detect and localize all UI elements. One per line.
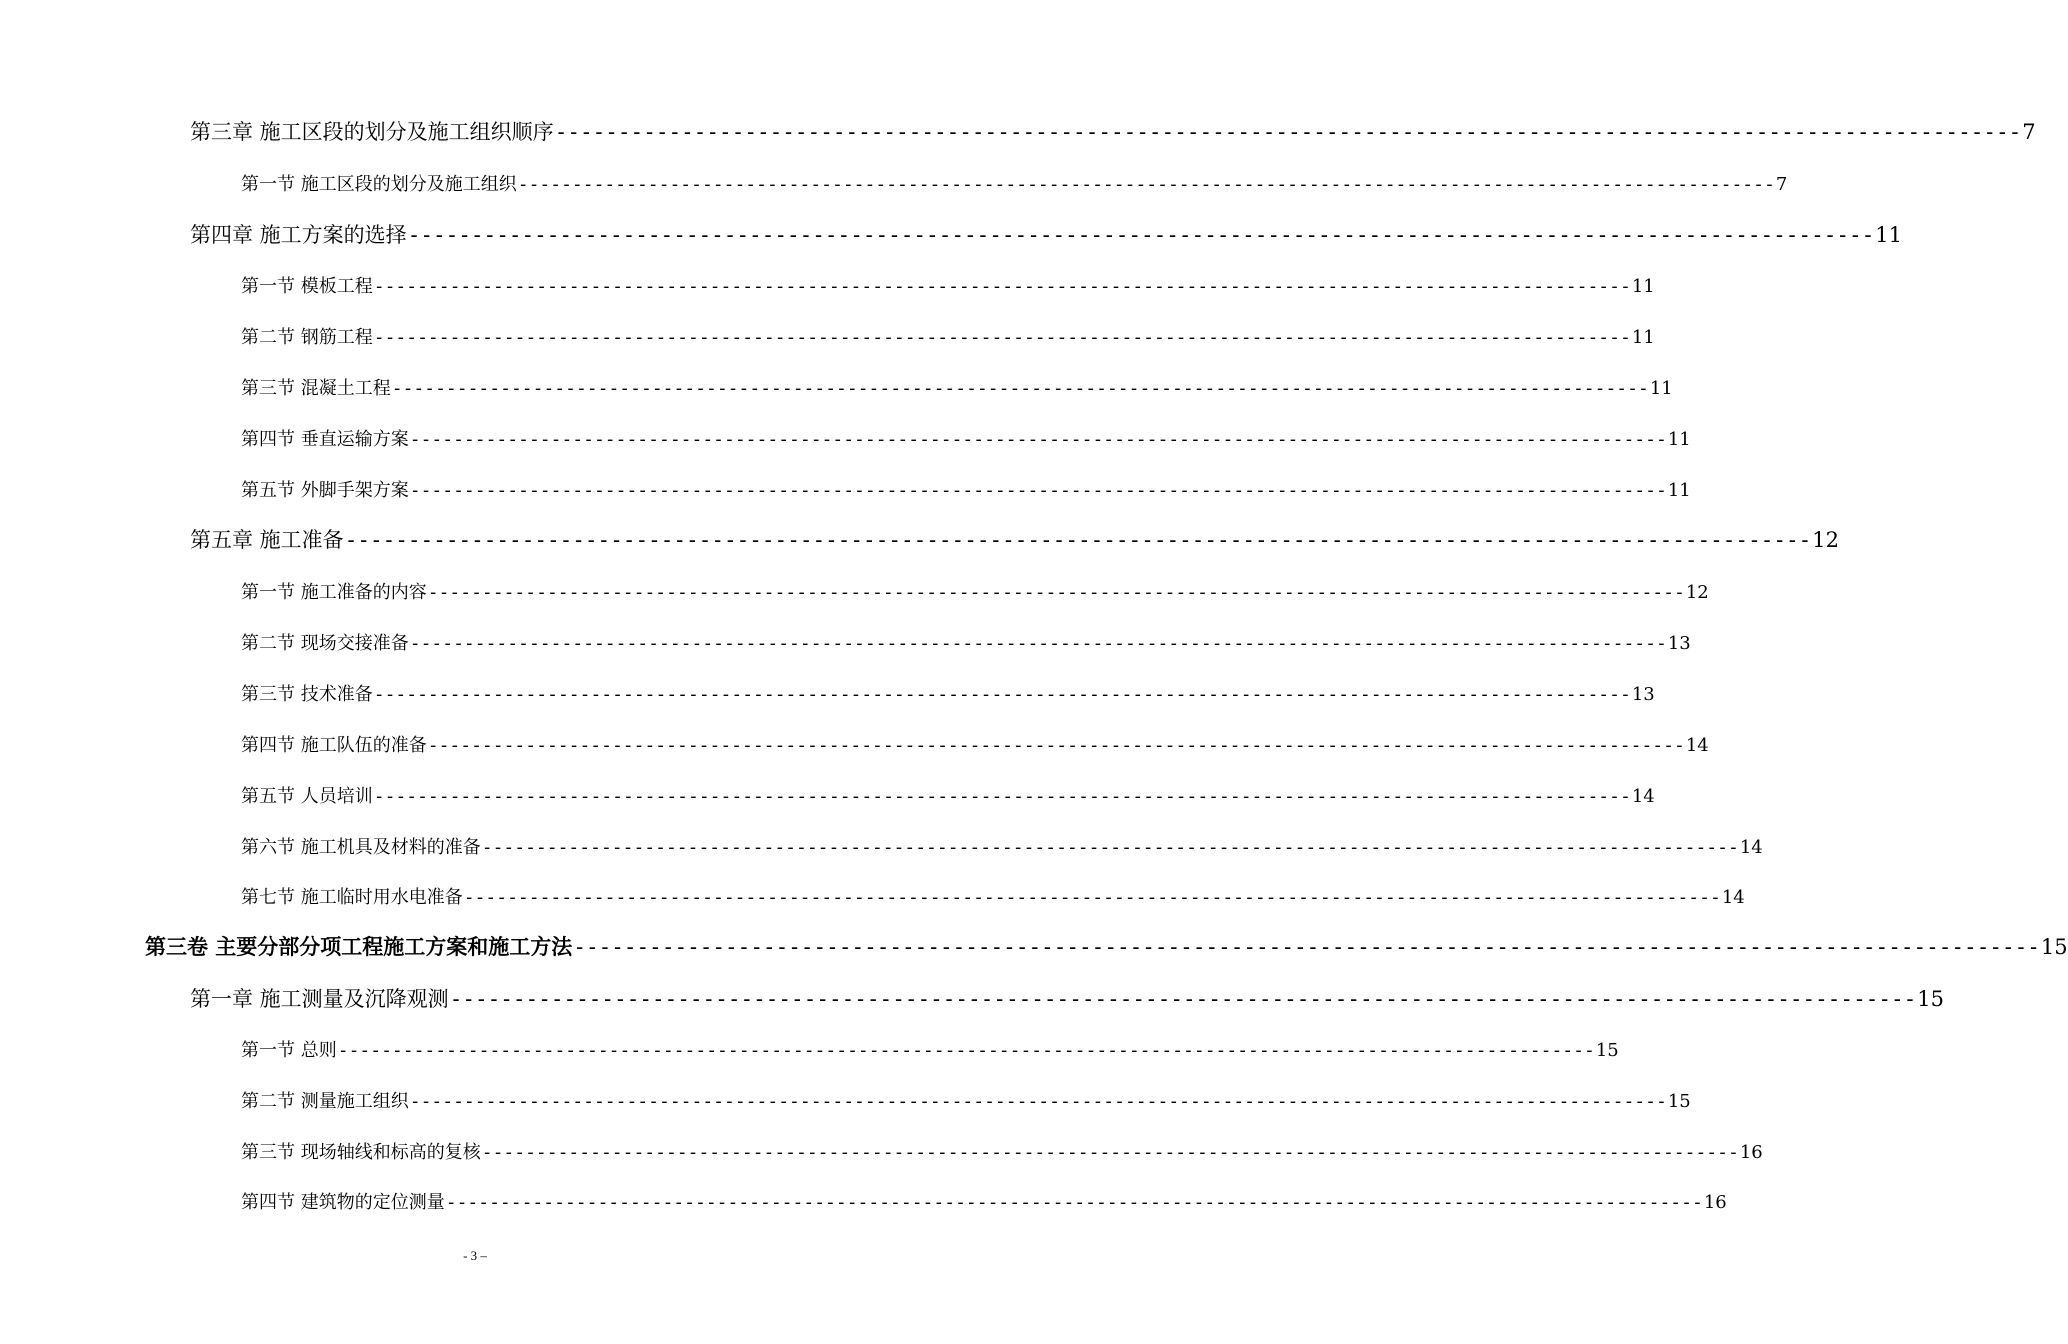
toc-entry-page: 16 xyxy=(1703,1192,1727,1213)
toc-leader: -------------------------------------------------------------------------------------------------------------------- xyxy=(407,223,1875,247)
toc-leader: -------------------------------------------------------------------------------------------------------------------- xyxy=(344,528,1812,552)
toc-leader: -------------------------------------------------------------------------------------------------------------------- xyxy=(463,887,1721,908)
toc-entry-label: 第一节 施工区段的划分及施工组织 xyxy=(241,174,517,195)
toc-entry-section[interactable] xyxy=(241,833,1763,859)
toc-leader: -------------------------------------------------------------------------------------------------------------------- xyxy=(337,1040,1595,1061)
toc-entry-label: 第二节 现场交接准备 xyxy=(241,633,409,654)
toc-entry-label: 第二节 钢筋工程 xyxy=(241,327,373,348)
toc-entry-label: 第四章 施工方案的选择 xyxy=(190,223,407,247)
toc-entry-section[interactable] xyxy=(241,1036,1619,1062)
toc-leader: -------------------------------------------------------------------------------------------------------------------- xyxy=(445,1192,1703,1213)
toc-entry-section[interactable] xyxy=(241,629,1691,655)
toc-entry-chapter[interactable] xyxy=(190,524,1840,554)
toc-entry-page: 14 xyxy=(1739,837,1763,858)
toc-entry-page: 15 xyxy=(1917,987,1945,1011)
toc-entry-page: 15 xyxy=(1667,1091,1691,1112)
toc-entry-page: 15 xyxy=(2040,935,2068,959)
toc-entry-label: 第三节 混凝土工程 xyxy=(241,378,391,399)
toc-leader: -------------------------------------------------------------------------------------------------------------------- xyxy=(373,786,1631,807)
toc-entry-section[interactable] xyxy=(241,425,1691,451)
toc-entry-section[interactable] xyxy=(241,1087,1691,1113)
toc-entry-chapter[interactable] xyxy=(190,983,1945,1013)
toc-entry-page: 16 xyxy=(1739,1142,1763,1163)
toc-entry-page: 11 xyxy=(1875,223,1903,247)
page-number: - 3 – xyxy=(463,1248,487,1263)
toc-entry-section[interactable] xyxy=(241,323,1655,349)
toc-entry-page: 11 xyxy=(1631,276,1655,297)
toc-entry-section[interactable] xyxy=(241,731,1709,757)
toc-entry-section[interactable] xyxy=(241,476,1691,502)
toc-entry-page: 11 xyxy=(1649,378,1673,399)
toc-entry-page: 11 xyxy=(1667,480,1691,501)
toc-entry-page: 12 xyxy=(1812,528,1840,552)
toc-entry-section[interactable] xyxy=(241,374,1673,400)
toc-entry-section[interactable] xyxy=(241,1188,1727,1214)
toc-entry-label: 第五章 施工准备 xyxy=(190,528,344,552)
toc-leader: -------------------------------------------------------------------------------------------------------------------- xyxy=(427,735,1685,756)
toc-entry-label: 第二节 测量施工组织 xyxy=(241,1091,409,1112)
toc-entry-page: 11 xyxy=(1667,429,1691,450)
toc-leader: -------------------------------------------------------------------------------------------------------------------- xyxy=(481,837,1739,858)
toc-leader: -------------------------------------------------------------------------------------------------------------------- xyxy=(409,1091,1667,1112)
toc-entry-page: 7 xyxy=(1775,174,1788,195)
toc-entry-label: 第五节 人员培训 xyxy=(241,786,373,807)
toc-leader: -------------------------------------------------------------------------------------------------------------------- xyxy=(409,429,1667,450)
toc-leader: -------------------------------------------------------------------------------------------------------------------- xyxy=(373,276,1631,297)
toc-entry-page: 14 xyxy=(1631,786,1655,807)
toc-entry-section[interactable] xyxy=(241,272,1655,298)
toc-entry-section[interactable] xyxy=(241,1138,1763,1164)
toc-entry-label: 第三节 现场轴线和标高的复核 xyxy=(241,1142,481,1163)
toc-entry-page: 13 xyxy=(1631,684,1655,705)
toc-entry-label: 第一章 施工测量及沉降观测 xyxy=(190,987,449,1011)
toc-entry-page: 15 xyxy=(1595,1040,1619,1061)
toc-leader: -------------------------------------------------------------------------------------------------------------------- xyxy=(517,174,1775,195)
toc-entry-label: 第一节 模板工程 xyxy=(241,276,373,297)
toc-entry-section[interactable] xyxy=(241,680,1655,706)
toc-entry-label: 第一节 总则 xyxy=(241,1040,337,1061)
toc-entry-volume[interactable] xyxy=(145,931,2068,961)
toc-entry-page: 11 xyxy=(1631,327,1655,348)
toc-leader: -------------------------------------------------------------------------------------------------------------------- xyxy=(481,1142,1739,1163)
toc-entry-label: 第六节 施工机具及材料的准备 xyxy=(241,837,481,858)
toc-entry-label: 第七节 施工临时用水电准备 xyxy=(241,887,463,908)
toc-entry-label: 第四节 建筑物的定位测量 xyxy=(241,1192,445,1213)
toc-entry-page: 14 xyxy=(1685,735,1709,756)
toc-entry-label: 第四节 垂直运输方案 xyxy=(241,429,409,450)
toc-entry-section[interactable] xyxy=(241,883,1745,909)
toc-entry-section[interactable] xyxy=(241,578,1709,604)
toc-leader: -------------------------------------------------------------------------------------------------------------------- xyxy=(391,378,1649,399)
toc-entry-page: 7 xyxy=(2022,120,2036,144)
toc-entry-page: 12 xyxy=(1685,582,1709,603)
toc-entry-label: 第三卷 主要分部分项工程施工方案和施工方法 xyxy=(145,934,573,959)
toc-entry-label: 第一节 施工准备的内容 xyxy=(241,582,427,603)
toc-leader: -------------------------------------------------------------------------------------------------------------------- xyxy=(573,935,2040,959)
toc-leader: -------------------------------------------------------------------------------------------------------------------- xyxy=(409,633,1667,654)
toc-leader: -------------------------------------------------------------------------------------------------------------------- xyxy=(554,120,2022,144)
toc-entry-label: 第五节 外脚手架方案 xyxy=(241,480,409,501)
toc-leader: -------------------------------------------------------------------------------------------------------------------- xyxy=(409,480,1667,501)
toc-entry-section[interactable] xyxy=(241,170,1788,196)
toc-leader: -------------------------------------------------------------------------------------------------------------------- xyxy=(449,987,1917,1011)
toc-entry-section[interactable] xyxy=(241,782,1655,808)
toc-entry-chapter[interactable] xyxy=(190,116,2036,146)
toc-entry-label: 第四节 施工队伍的准备 xyxy=(241,735,427,756)
toc-entry-page: 14 xyxy=(1721,887,1745,908)
toc-entry-label: 第三章 施工区段的划分及施工组织顺序 xyxy=(190,120,554,144)
toc-leader: -------------------------------------------------------------------------------------------------------------------- xyxy=(427,582,1685,603)
toc-leader: -------------------------------------------------------------------------------------------------------------------- xyxy=(373,327,1631,348)
toc-entry-label: 第三节 技术准备 xyxy=(241,684,373,705)
toc-leader: -------------------------------------------------------------------------------------------------------------------- xyxy=(373,684,1631,705)
toc-entry-page: 13 xyxy=(1667,633,1691,654)
toc-entry-chapter[interactable] xyxy=(190,219,1903,249)
